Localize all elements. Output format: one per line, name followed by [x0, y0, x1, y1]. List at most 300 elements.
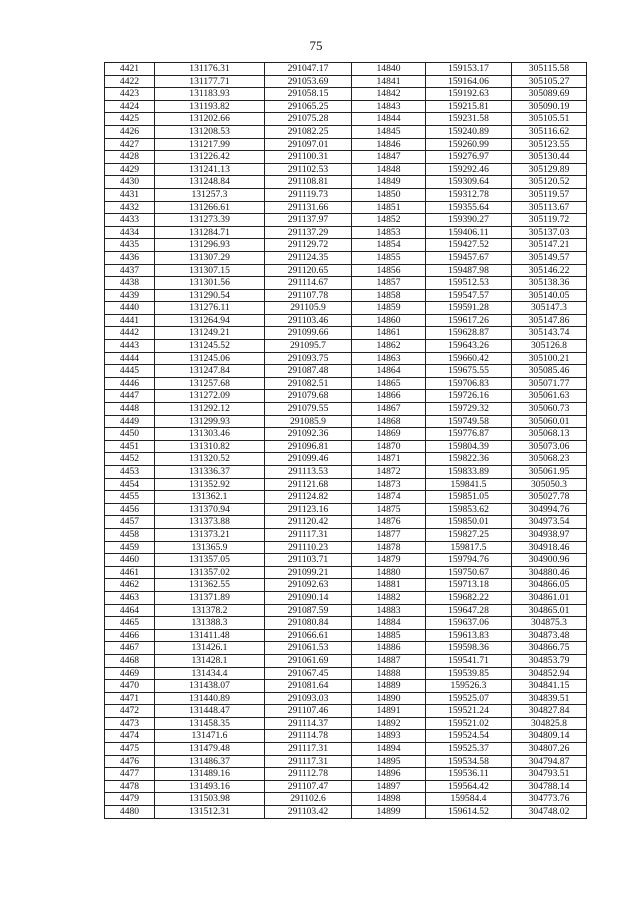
table-cell: 291114.37: [265, 717, 352, 730]
table-cell: 14871: [352, 453, 426, 466]
table-row: [105, 440, 587, 453]
table-cell: 159643.26: [426, 340, 512, 353]
table-row: [105, 377, 587, 390]
table-cell: 14866: [352, 390, 426, 403]
table-row: [105, 730, 587, 743]
table-cell: 305060.73: [512, 403, 587, 416]
table-cell: 159276.97: [426, 151, 512, 164]
table-cell: 291107.47: [265, 780, 352, 793]
table-cell: 291123.16: [265, 503, 352, 516]
coordinates-table: [104, 62, 587, 819]
table-row: [105, 755, 587, 768]
table-cell: 131301.56: [155, 277, 265, 290]
table-cell: 14868: [352, 415, 426, 428]
table-cell: 14895: [352, 755, 426, 768]
table-cell: 4421: [105, 63, 155, 76]
table-row: [105, 277, 587, 290]
table-cell: 291114.67: [265, 277, 352, 290]
table-cell: 4459: [105, 541, 155, 554]
table-cell: 304938.97: [512, 528, 587, 541]
table-cell: 4449: [105, 415, 155, 428]
table-cell: 305027.78: [512, 491, 587, 504]
table-cell: 291117.31: [265, 528, 352, 541]
table-cell: 131365.9: [155, 541, 265, 554]
table-cell: 14853: [352, 226, 426, 239]
table-cell: 14844: [352, 113, 426, 126]
table-cell: 304865.01: [512, 604, 587, 617]
table-cell: 131284.71: [155, 226, 265, 239]
table-row: [105, 151, 587, 164]
table-cell: 4479: [105, 793, 155, 806]
table-cell: 4477: [105, 768, 155, 781]
table-cell: 4427: [105, 138, 155, 151]
table-cell: 131307.29: [155, 251, 265, 264]
table-row: [105, 302, 587, 315]
table-cell: 305149.57: [512, 251, 587, 264]
table-cell: 159541.71: [426, 654, 512, 667]
table-cell: 131320.52: [155, 453, 265, 466]
table-cell: 159521.02: [426, 717, 512, 730]
table-row: [105, 780, 587, 793]
table-cell: 4455: [105, 491, 155, 504]
table-cell: 4471: [105, 692, 155, 705]
table-cell: 305089.69: [512, 88, 587, 101]
table-cell: 14860: [352, 314, 426, 327]
table-cell: 291053.69: [265, 75, 352, 88]
table-cell: 159827.25: [426, 528, 512, 541]
table-cell: 291103.71: [265, 554, 352, 567]
table-cell: 291107.46: [265, 705, 352, 718]
table-cell: 4476: [105, 755, 155, 768]
table-cell: 159706.83: [426, 377, 512, 390]
table-cell: 14888: [352, 667, 426, 680]
table-row: [105, 503, 587, 516]
table-cell: 4450: [105, 428, 155, 441]
table-cell: 159525.37: [426, 743, 512, 756]
table-cell: 291113.53: [265, 466, 352, 479]
table-cell: 159613.83: [426, 629, 512, 642]
table-cell: 131440.89: [155, 692, 265, 705]
table-cell: 305073.06: [512, 440, 587, 453]
table-cell: 131208.53: [155, 125, 265, 138]
table-cell: 159628.87: [426, 327, 512, 340]
table-cell: 131202.66: [155, 113, 265, 126]
table-cell: 131303.46: [155, 428, 265, 441]
table-cell: 304918.46: [512, 541, 587, 554]
table-cell: 159192.63: [426, 88, 512, 101]
table-cell: 305147.3: [512, 302, 587, 315]
table-cell: 159726.16: [426, 390, 512, 403]
table-cell: 4431: [105, 188, 155, 201]
table-cell: 4456: [105, 503, 155, 516]
table-cell: 14848: [352, 163, 426, 176]
table-cell: 291085.9: [265, 415, 352, 428]
table-cell: 4422: [105, 75, 155, 88]
table-cell: 14841: [352, 75, 426, 88]
table-cell: 131241.13: [155, 163, 265, 176]
table-cell: 159536.11: [426, 768, 512, 781]
table-cell: 131257.3: [155, 188, 265, 201]
table-cell: 14847: [352, 151, 426, 164]
table-cell: 159547.57: [426, 289, 512, 302]
table-cell: 14898: [352, 793, 426, 806]
table-cell: 159390.27: [426, 214, 512, 227]
table-cell: 131292.12: [155, 403, 265, 416]
table-cell: 14893: [352, 730, 426, 743]
table-row: [105, 390, 587, 403]
table-cell: 131245.52: [155, 340, 265, 353]
table-row: [105, 667, 587, 680]
table-cell: 291087.48: [265, 365, 352, 378]
table-cell: 14897: [352, 780, 426, 793]
table-cell: 4480: [105, 806, 155, 819]
table-cell: 14865: [352, 377, 426, 390]
table-cell: 304866.05: [512, 579, 587, 592]
table-cell: 305138.36: [512, 277, 587, 290]
table-cell: 159526.3: [426, 680, 512, 693]
table-cell: 131352.92: [155, 478, 265, 491]
table-row: [105, 340, 587, 353]
table-cell: 305137.03: [512, 226, 587, 239]
table-cell: 291087.59: [265, 604, 352, 617]
table-cell: 159841.5: [426, 478, 512, 491]
table-cell: 131362.1: [155, 491, 265, 504]
table-cell: 305113.67: [512, 201, 587, 214]
table-cell: 14840: [352, 63, 426, 76]
table-cell: 4444: [105, 352, 155, 365]
table-cell: 305061.95: [512, 466, 587, 479]
table-cell: 159776.87: [426, 428, 512, 441]
table-cell: 4426: [105, 125, 155, 138]
table-row: [105, 617, 587, 630]
table-cell: 304788.14: [512, 780, 587, 793]
table-cell: 159521.24: [426, 705, 512, 718]
table-cell: 304994.76: [512, 503, 587, 516]
table-cell: 131217.99: [155, 138, 265, 151]
table-cell: 159427.52: [426, 239, 512, 252]
table-cell: 14855: [352, 251, 426, 264]
table-cell: 291107.78: [265, 289, 352, 302]
table-cell: 159851.05: [426, 491, 512, 504]
table-cell: 14873: [352, 478, 426, 491]
table-cell: 305061.63: [512, 390, 587, 403]
table-cell: 159240.89: [426, 125, 512, 138]
table-row: [105, 63, 587, 76]
table-cell: 14867: [352, 403, 426, 416]
table-cell: 14870: [352, 440, 426, 453]
table-cell: 4454: [105, 478, 155, 491]
table-cell: 291097.01: [265, 138, 352, 151]
table-cell: 131177.71: [155, 75, 265, 88]
table-cell: 291099.46: [265, 453, 352, 466]
table-cell: 159598.36: [426, 642, 512, 655]
table-cell: 131264.94: [155, 314, 265, 327]
table-cell: 159637.06: [426, 617, 512, 630]
table-cell: 305116.62: [512, 125, 587, 138]
table-row: [105, 88, 587, 101]
table-cell: 291102.53: [265, 163, 352, 176]
table-cell: 304866.75: [512, 642, 587, 655]
table-cell: 304852.94: [512, 667, 587, 680]
table-row: [105, 100, 587, 113]
table-row: [105, 591, 587, 604]
table-row: [105, 226, 587, 239]
table-cell: 305123.55: [512, 138, 587, 151]
table-cell: 305105.27: [512, 75, 587, 88]
table-cell: 4474: [105, 730, 155, 743]
table-cell: 4437: [105, 264, 155, 277]
table-cell: 159534.58: [426, 755, 512, 768]
table-cell: 159525.07: [426, 692, 512, 705]
table-cell: 159617.26: [426, 314, 512, 327]
table-cell: 14846: [352, 138, 426, 151]
table-cell: 131371.89: [155, 591, 265, 604]
table-cell: 4462: [105, 579, 155, 592]
table-cell: 159512.53: [426, 277, 512, 290]
table-cell: 291114.78: [265, 730, 352, 743]
table-cell: 291061.69: [265, 654, 352, 667]
table-cell: 305143.74: [512, 327, 587, 340]
table-cell: 305105.51: [512, 113, 587, 126]
table-cell: 131273.39: [155, 214, 265, 227]
table-cell: 291129.72: [265, 239, 352, 252]
table-cell: 291112.78: [265, 768, 352, 781]
table-cell: 14859: [352, 302, 426, 315]
table-cell: 131299.93: [155, 415, 265, 428]
table-row: [105, 75, 587, 88]
table-cell: 291100.31: [265, 151, 352, 164]
table-cell: 4441: [105, 314, 155, 327]
table-cell: 305129.89: [512, 163, 587, 176]
table-row: [105, 239, 587, 252]
table-cell: 14887: [352, 654, 426, 667]
table-cell: 304839.51: [512, 692, 587, 705]
table-cell: 159215.81: [426, 100, 512, 113]
table-cell: 14852: [352, 214, 426, 227]
table-row: [105, 453, 587, 466]
table-cell: 4435: [105, 239, 155, 252]
table-cell: 131479.48: [155, 743, 265, 756]
table-cell: 4434: [105, 226, 155, 239]
table-cell: 304827.84: [512, 705, 587, 718]
table-cell: 159804.39: [426, 440, 512, 453]
table-cell: 131247.84: [155, 365, 265, 378]
table-cell: 131193.82: [155, 100, 265, 113]
table-cell: 14884: [352, 617, 426, 630]
table-cell: 131226.42: [155, 151, 265, 164]
table-cell: 305050.3: [512, 478, 587, 491]
table-cell: 14876: [352, 516, 426, 529]
table-cell: 291117.31: [265, 743, 352, 756]
table-cell: 14899: [352, 806, 426, 819]
table-row: [105, 214, 587, 227]
table-cell: 131357.05: [155, 554, 265, 567]
table-cell: 291110.23: [265, 541, 352, 554]
table-cell: 131373.21: [155, 528, 265, 541]
table-cell: 304793.51: [512, 768, 587, 781]
table-row: [105, 717, 587, 730]
table-cell: 291095.7: [265, 340, 352, 353]
table-cell: 4470: [105, 680, 155, 693]
table-cell: 159153.17: [426, 63, 512, 76]
table-row: [105, 264, 587, 277]
table-cell: 291137.29: [265, 226, 352, 239]
table-cell: 305119.72: [512, 214, 587, 227]
table-cell: 291058.15: [265, 88, 352, 101]
table-row: [105, 125, 587, 138]
table-cell: 131428.1: [155, 654, 265, 667]
table-cell: 131388.3: [155, 617, 265, 630]
table-cell: 159584.4: [426, 793, 512, 806]
table-cell: 4478: [105, 780, 155, 793]
table-cell: 131503.98: [155, 793, 265, 806]
table-cell: 14854: [352, 239, 426, 252]
table-cell: 14863: [352, 352, 426, 365]
table-cell: 131290.54: [155, 289, 265, 302]
table-cell: 159260.99: [426, 138, 512, 151]
table-cell: 291079.55: [265, 403, 352, 416]
table-cell: 14883: [352, 604, 426, 617]
table-cell: 305071.77: [512, 377, 587, 390]
table-cell: 291090.14: [265, 591, 352, 604]
table-cell: 14882: [352, 591, 426, 604]
table-cell: 291137.97: [265, 214, 352, 227]
table-cell: 4467: [105, 642, 155, 655]
table-cell: 304873.48: [512, 629, 587, 642]
table-row: [105, 516, 587, 529]
table-cell: 131493.16: [155, 780, 265, 793]
table-cell: 159614.52: [426, 806, 512, 819]
table-cell: 4460: [105, 554, 155, 567]
table-cell: 291093.75: [265, 352, 352, 365]
table-cell: 4475: [105, 743, 155, 756]
table-cell: 131248.84: [155, 176, 265, 189]
table-cell: 305085.46: [512, 365, 587, 378]
table-cell: 291103.46: [265, 314, 352, 327]
table-cell: 159406.11: [426, 226, 512, 239]
table-cell: 159355.64: [426, 201, 512, 214]
table-cell: 4439: [105, 289, 155, 302]
table-cell: 291075.28: [265, 113, 352, 126]
table-cell: 159660.42: [426, 352, 512, 365]
table-cell: 304794.87: [512, 755, 587, 768]
table-cell: 291065.25: [265, 100, 352, 113]
table-cell: 304807.26: [512, 743, 587, 756]
table-row: [105, 176, 587, 189]
table-cell: 159524.54: [426, 730, 512, 743]
table-cell: 131448.47: [155, 705, 265, 718]
table-cell: 4424: [105, 100, 155, 113]
table-cell: 291092.36: [265, 428, 352, 441]
table-cell: 305060.01: [512, 415, 587, 428]
table-cell: 14880: [352, 566, 426, 579]
table-row: [105, 138, 587, 151]
table-cell: 291081.64: [265, 680, 352, 693]
table-cell: 14877: [352, 528, 426, 541]
table-row: [105, 251, 587, 264]
table-cell: 14892: [352, 717, 426, 730]
table-cell: 304973.54: [512, 516, 587, 529]
table-cell: 4463: [105, 591, 155, 604]
table-cell: 159794.76: [426, 554, 512, 567]
table-cell: 304773.76: [512, 793, 587, 806]
table-cell: 291124.82: [265, 491, 352, 504]
table-cell: 4452: [105, 453, 155, 466]
table-cell: 131434.4: [155, 667, 265, 680]
table-row: [105, 566, 587, 579]
table-cell: 4430: [105, 176, 155, 189]
table-cell: 304825.8: [512, 717, 587, 730]
table-cell: 14872: [352, 466, 426, 479]
table-row: [105, 466, 587, 479]
table-cell: 304853.79: [512, 654, 587, 667]
table-cell: 131378.2: [155, 604, 265, 617]
table-row: [105, 793, 587, 806]
table-cell: 304900.96: [512, 554, 587, 567]
table-cell: 14889: [352, 680, 426, 693]
table-row: [105, 289, 587, 302]
table-row: [105, 352, 587, 365]
table-cell: 4425: [105, 113, 155, 126]
table-cell: 4472: [105, 705, 155, 718]
table-cell: 305090.19: [512, 100, 587, 113]
table-cell: 131272.09: [155, 390, 265, 403]
table-cell: 305068.23: [512, 453, 587, 466]
table-row: [105, 415, 587, 428]
table-cell: 159749.58: [426, 415, 512, 428]
table-cell: 4466: [105, 629, 155, 642]
table-cell: 159309.64: [426, 176, 512, 189]
table-cell: 14856: [352, 264, 426, 277]
table-cell: 131296.93: [155, 239, 265, 252]
table-cell: 4447: [105, 390, 155, 403]
table-cell: 159850.01: [426, 516, 512, 529]
table-cell: 291096.81: [265, 440, 352, 453]
table-cell: 159457.67: [426, 251, 512, 264]
table-cell: 291099.66: [265, 327, 352, 340]
table-cell: 304841.15: [512, 680, 587, 693]
table-cell: 291061.53: [265, 642, 352, 655]
table-cell: 4453: [105, 466, 155, 479]
table-cell: 305120.52: [512, 176, 587, 189]
table-cell: 131411.48: [155, 629, 265, 642]
table-cell: 304809.14: [512, 730, 587, 743]
table-cell: 4448: [105, 403, 155, 416]
table-cell: 159682.22: [426, 591, 512, 604]
table-row: [105, 604, 587, 617]
table-cell: 159647.28: [426, 604, 512, 617]
table-cell: 14843: [352, 100, 426, 113]
table-cell: 14874: [352, 491, 426, 504]
table-cell: 4473: [105, 717, 155, 730]
table-cell: 4433: [105, 214, 155, 227]
table-cell: 14894: [352, 743, 426, 756]
table-cell: 291099.21: [265, 566, 352, 579]
table-cell: 159675.55: [426, 365, 512, 378]
table-cell: 131438.07: [155, 680, 265, 693]
table-cell: 304861.01: [512, 591, 587, 604]
table-cell: 4468: [105, 654, 155, 667]
table-cell: 14891: [352, 705, 426, 718]
table-cell: 131458.35: [155, 717, 265, 730]
table-cell: 14875: [352, 503, 426, 516]
table-cell: 159539.85: [426, 667, 512, 680]
table-cell: 159822.36: [426, 453, 512, 466]
table-cell: 14885: [352, 629, 426, 642]
page-number: 75: [309, 38, 323, 53]
table-cell: 131245.06: [155, 352, 265, 365]
table-cell: 14881: [352, 579, 426, 592]
